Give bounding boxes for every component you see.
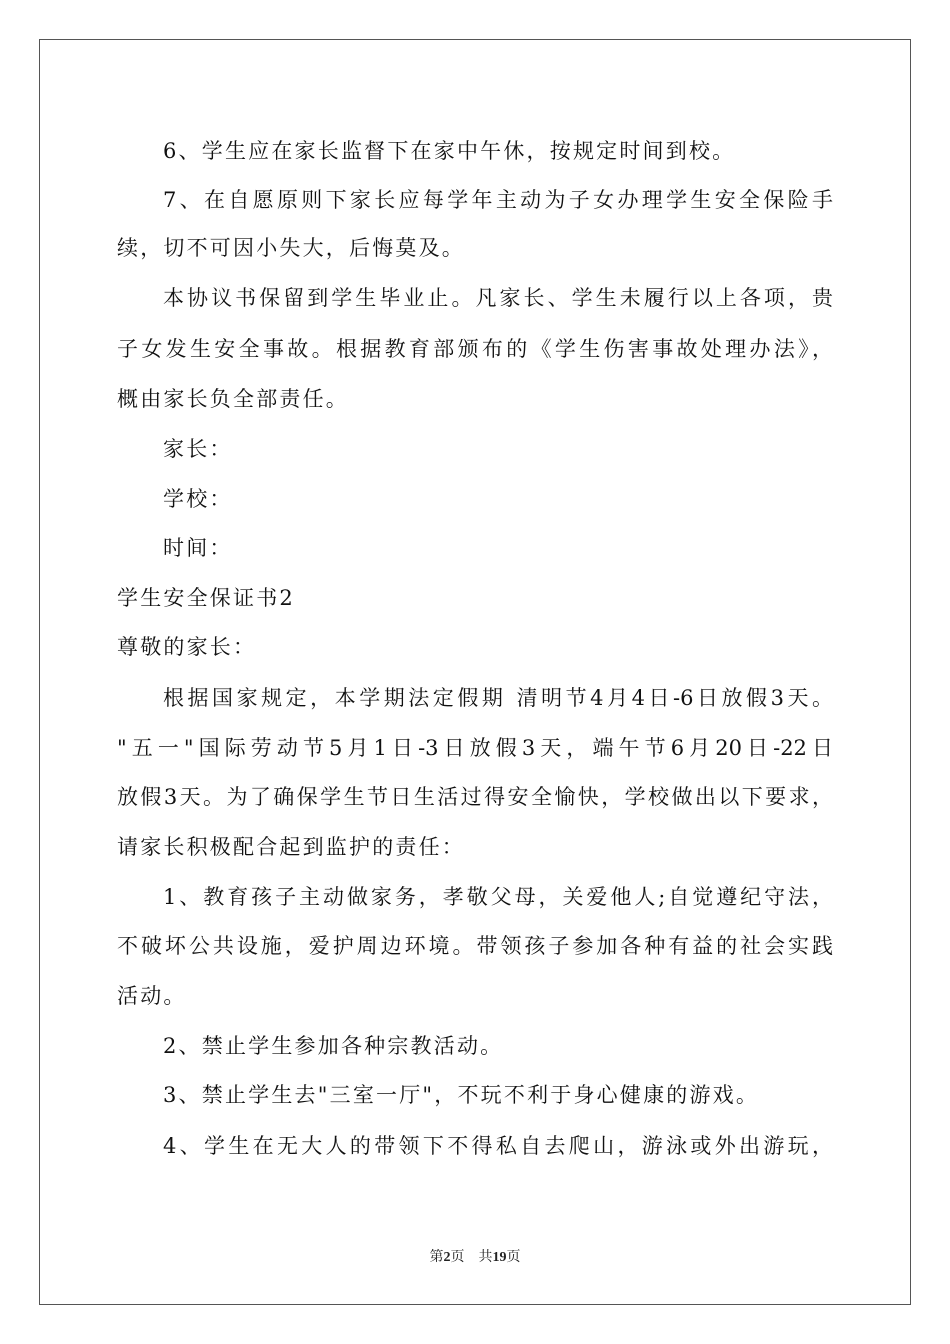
text-line: 2、禁止学生参加各种宗教活动。	[163, 1034, 504, 1058]
page-footer	[0, 1246, 950, 1266]
text-line: 时间：	[163, 536, 233, 560]
text-line: 子女发生安全事故。根据教育部颁布的《学生伤害事故处理办法》，	[117, 337, 833, 361]
salutation: 尊敬的家长：	[117, 635, 257, 659]
page-total: 19	[492, 1250, 507, 1265]
page-border	[39, 39, 911, 1305]
text-line: 1、教育孩子主动做家务，孝敬父母，关爱他人;自觉遵纪守法，	[163, 885, 833, 909]
text-line: 7、在自愿原则下家长应每学年主动为子女办理学生安全保险手	[163, 188, 833, 212]
page-mid: 页 共	[450, 1250, 493, 1265]
section-title: 学生安全保证书2	[117, 586, 295, 610]
text-line: 活动。	[117, 984, 187, 1008]
page-prefix: 第	[429, 1250, 444, 1265]
text-line: "五一"国际劳动节5月1日-3日放假3天，端午节6月20日-22日	[117, 736, 833, 760]
text-line: 学校：	[163, 487, 233, 511]
text-line: 请家长积极配合起到监护的责任：	[117, 835, 465, 859]
text-line: 不破坏公共设施，爱护周边环境。带领孩子参加各种有益的社会实践	[117, 934, 833, 958]
text-line: 概由家长负全部责任。	[117, 387, 349, 411]
text-line: 家长：	[163, 437, 233, 461]
text-line: 4、学生在无大人的带领下不得私自去爬山，游泳或外出游玩，	[163, 1134, 833, 1158]
text-line: 本协议书保留到学生毕业止。凡家长、学生未履行以上各项，贵	[163, 286, 833, 310]
text-line: 3、禁止学生去"三室一厅"，不玩不利于身心健康的游戏。	[163, 1083, 760, 1107]
text-line: 续，切不可因小失大，后悔莫及。	[117, 236, 465, 260]
page-suffix: 页	[506, 1250, 521, 1265]
text-line: 放假3天。为了确保学生节日生活过得安全愉快，学校做出以下要求，	[117, 785, 833, 809]
page-current: 2	[443, 1250, 451, 1265]
text-line: 6、学生应在家长监督下在家中午休，按规定时间到校。	[163, 139, 736, 163]
text-line: 根据国家规定，本学期法定假期 清明节4月4日-6日放假3天。	[163, 686, 833, 710]
